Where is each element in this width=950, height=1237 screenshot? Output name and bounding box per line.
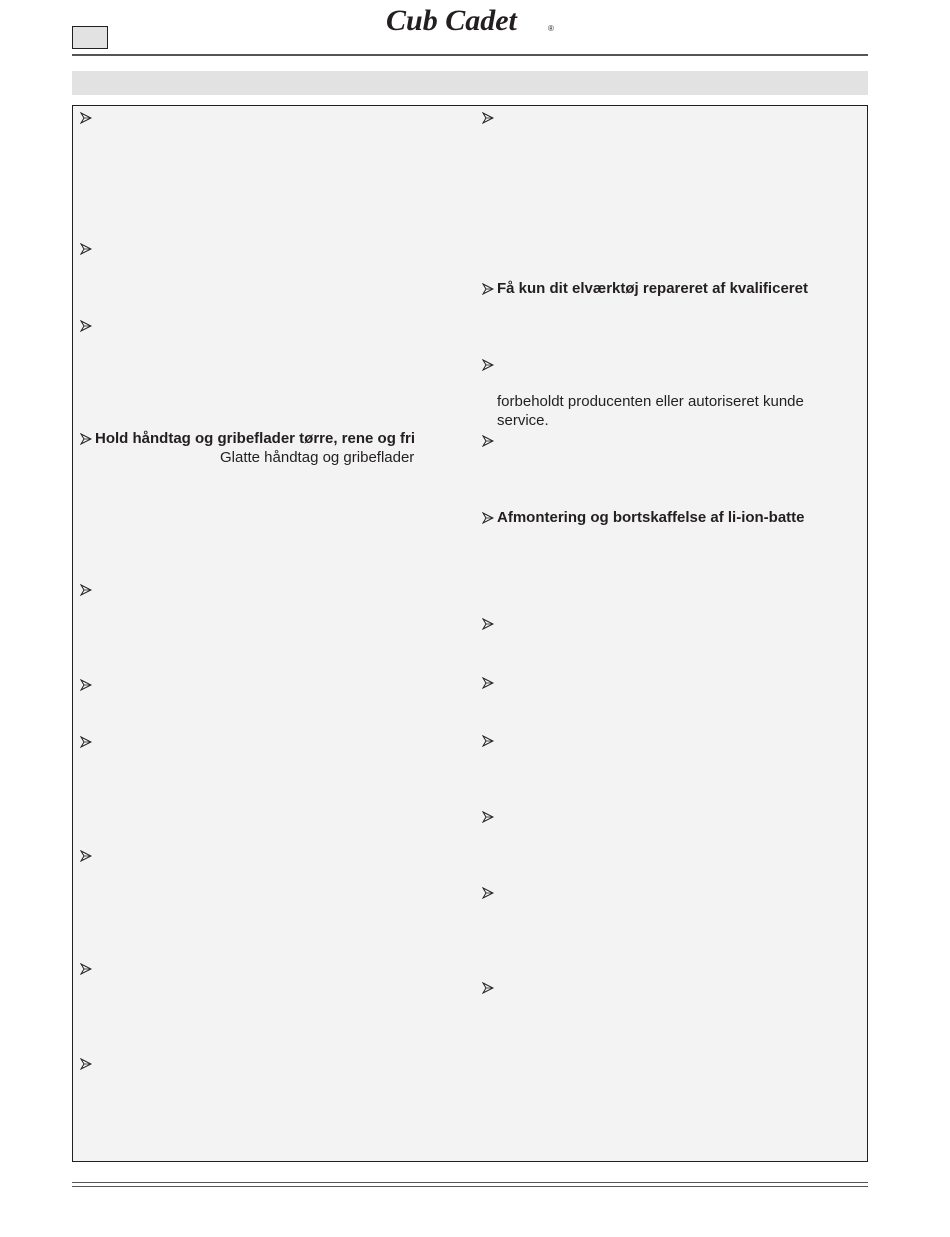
bullet-arrow-icon [482, 283, 494, 295]
bullet-arrow-icon [80, 433, 92, 445]
safety-instructions-frame [72, 105, 868, 1162]
bullet-arrow-icon [80, 736, 92, 748]
footer-rule [72, 1186, 868, 1187]
bullet-arrow-icon [482, 982, 494, 994]
battery-disposal-heading: Afmontering og bortskaffelse af li-ion-batte [497, 509, 805, 526]
bullet-arrow-icon [482, 359, 494, 371]
brand-logo-text: Cub Cadet [386, 4, 517, 37]
bullet-arrow-icon [482, 618, 494, 630]
bullet-arrow-icon [482, 677, 494, 689]
service-text-line-2: service. [497, 412, 549, 429]
bullet-arrow-icon [80, 850, 92, 862]
bullet-arrow-icon [80, 963, 92, 975]
bullet-arrow-icon [80, 320, 92, 332]
hold-handles-text: Glatte håndtag og gribeflader [220, 449, 415, 466]
hold-handles-heading: Hold håndtag og gribeflader tørre, rene og fri [95, 430, 416, 447]
bullet-arrow-icon [482, 735, 494, 747]
bullet-arrow-icon [80, 1058, 92, 1070]
bullet-arrow-icon [482, 112, 494, 124]
bullet-arrow-icon [482, 887, 494, 899]
footer-rule [72, 1182, 868, 1183]
page-number-box [72, 26, 108, 49]
bullet-arrow-icon [482, 811, 494, 823]
bullet-arrow-icon [80, 584, 92, 596]
header-rule [72, 54, 868, 56]
bullet-arrow-icon [482, 512, 494, 524]
registered-mark: ® [548, 24, 554, 33]
bullet-arrow-icon [80, 112, 92, 124]
repair-qualified-heading: Få kun dit elværktøj repareret af kvalificeret [497, 280, 808, 297]
service-text-line-1: forbeholdt producenten eller autoriseret kunde [497, 393, 804, 410]
bullet-arrow-icon [80, 243, 92, 255]
bullet-arrow-icon [482, 435, 494, 447]
section-title-bar [72, 71, 868, 95]
cub-cadet-logo [386, 3, 558, 37]
bullet-arrow-icon [80, 679, 92, 691]
